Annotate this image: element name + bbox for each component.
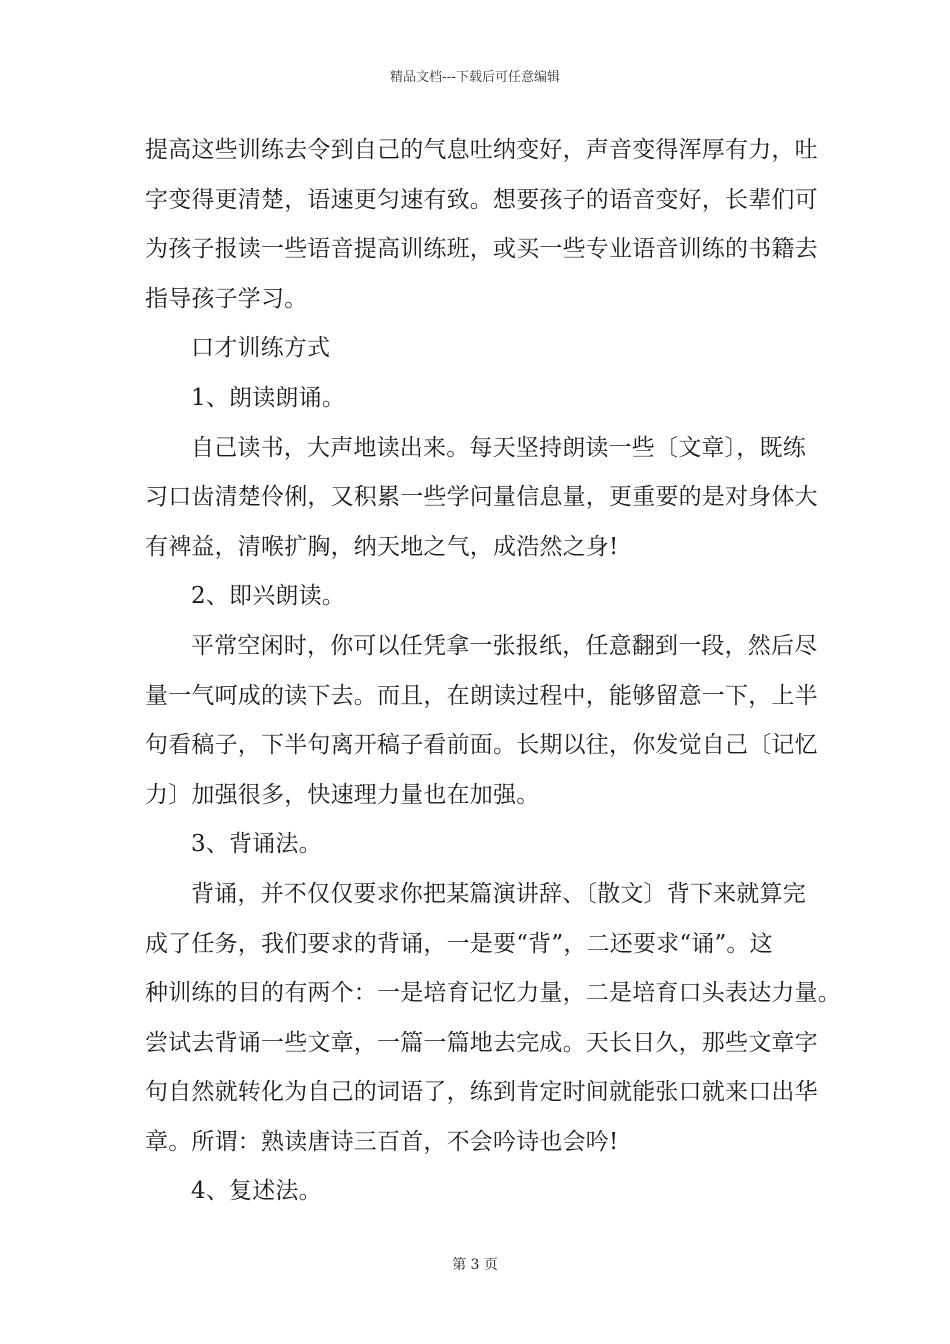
text-line: 尝试去背诵一些文章，一篇一篇地去完成。天长日久，那些文章字 xyxy=(145,1029,818,1056)
text-line: 提高这些训练去令到自己的气息吐纳变好，声音变得浑厚有力，吐 xyxy=(145,137,818,163)
list-item-heading: 3、背诵法。 xyxy=(191,831,322,858)
section-heading: 口才训练方式 xyxy=(191,335,331,362)
text-line: 习口齿清楚伶俐，又积累一些学问量信息量，更重要的是对身体大 xyxy=(145,484,818,511)
text-line: 句自然就转化为自己的词语了，练到肯定时间就能张口就来口出华 xyxy=(145,1079,818,1106)
text-line: 种训练的目的有两个：一是培育记忆力量，二是培育口头表达力量。 xyxy=(145,980,841,1007)
text-line: 有裨益，清喉扩胸，纳天地之气，成浩然之身! xyxy=(145,533,619,560)
list-item-heading: 4、复述法。 xyxy=(191,1178,322,1205)
page-number: 第 3 页 xyxy=(452,1257,498,1273)
text-line: 章。所谓：熟读唐诗三百首，不会吟诗也会吟! xyxy=(145,1128,619,1155)
text-line: 指导孩子学习。 xyxy=(145,285,308,312)
text-line: 字变得更清楚，语速更匀速有致。想要孩子的语音变好，长辈们可 xyxy=(145,186,818,213)
page-header: 精品文档---下载后可任意编辑 xyxy=(389,70,561,85)
list-item-heading: 1、朗读朗诵。 xyxy=(191,384,346,411)
text-line: 力〕加强很多，快速理力量也在加强。 xyxy=(145,781,540,808)
text-line: 背诵，并不仅仅要求你把某篇演讲辞、〔散文〕背下来就算完 xyxy=(191,880,806,907)
text-line: 量一气呵成的读下去。而且，在朗读过程中，能够留意一下，上半 xyxy=(145,682,818,709)
text-line: 成了任务，我们要求的背诵，一是要“背”，二还要求“诵”。这 xyxy=(145,930,773,957)
text-line: 为孩子报读一些语音提高训练班，或买一些专业语音训练的书籍去 xyxy=(145,236,818,263)
text-line: 平常空闲时，你可以任凭拿一张报纸，任意翻到一段，然后尽 xyxy=(191,632,818,659)
text-line: 自己读书，大声地读出来。每天坚持朗读一些〔文章〕，既练 xyxy=(191,434,806,461)
text-line: 句看稿子，下半句离开稿子看前面。长期以往，你发觉自己〔记忆 xyxy=(145,732,818,759)
document-body xyxy=(145,126,841,1217)
list-item-heading: 2、即兴朗读。 xyxy=(191,583,346,610)
